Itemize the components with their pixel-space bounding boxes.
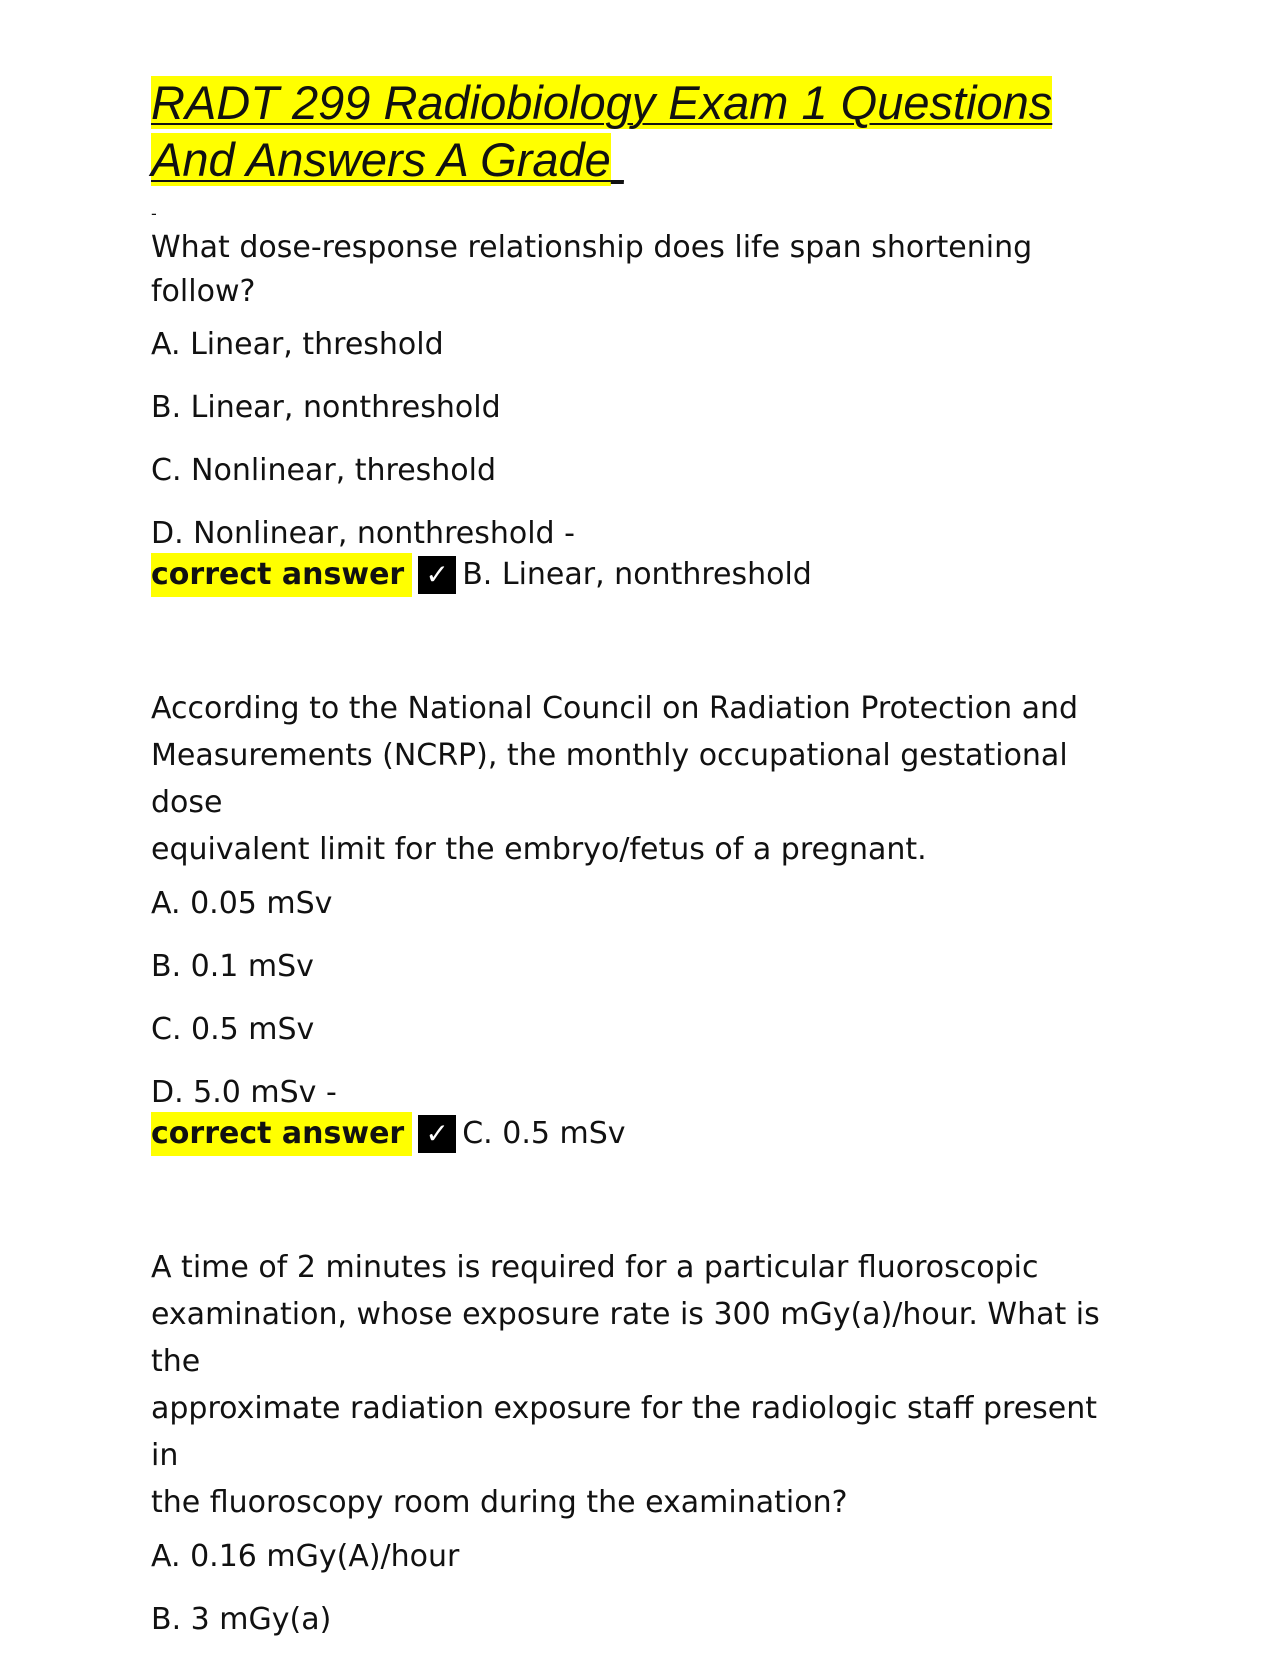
- answer-row: [151, 553, 1131, 597]
- title-line-1: RADT 299 Radiobiology Exam 1 Questions: [151, 76, 1053, 129]
- document-title: [151, 74, 1131, 188]
- correct-answer-label: correct answer: [151, 553, 412, 597]
- option-a: A. Linear, threshold: [151, 327, 444, 362]
- option-d: D. Nonlinear, nonthreshold -: [151, 516, 575, 551]
- option-d: D. 5.0 mSv -: [151, 1075, 337, 1110]
- option-b: B. Linear, nonthreshold: [151, 390, 501, 425]
- title-line-2: And Answers A Grade: [151, 133, 624, 186]
- option-b: B. 0.1 mSv: [151, 949, 314, 984]
- question-text-line-2: examination, whose exposure rate is 300 mGy(a)/hour. What is the: [151, 1297, 1100, 1379]
- option-c: C. 0.5 mSv: [151, 1012, 315, 1047]
- answer-text: C. 0.5 mSv: [462, 1116, 626, 1151]
- dash-marker: -: [151, 204, 157, 223]
- question-text-line-4: the fluoroscopy room during the examination?: [151, 1485, 848, 1520]
- question-2: [151, 685, 1131, 1156]
- question-text-line-1: According to the National Council on Radiation Protection and: [151, 691, 1079, 726]
- checkmark-icon: ✓: [418, 1115, 456, 1153]
- question-text: What dose-response relationship does life span shortening follow?: [151, 230, 1033, 309]
- question-text-line-3: equivalent limit for the embryo/fetus of a pregnant.: [151, 832, 927, 867]
- answer-text: B. Linear, nonthreshold: [462, 557, 812, 592]
- checkmark-icon: ✓: [418, 556, 456, 594]
- option-a: A. 0.16 mGy(A)/hour: [151, 1539, 460, 1574]
- correct-answer-label: correct answer: [151, 1112, 412, 1156]
- question-3: [151, 1244, 1131, 1639]
- option-a: A. 0.05 mSv: [151, 886, 333, 921]
- answer-row: [151, 1112, 1131, 1156]
- option-b: B. 3 mGy(a): [151, 1602, 332, 1637]
- question-text-line-2: Measurements (NCRP), the monthly occupational gestational dose: [151, 738, 1068, 820]
- question-text-line-3: approximate radiation exposure for the radiologic staff present in: [151, 1391, 1098, 1473]
- question-1: [151, 226, 1131, 597]
- option-c: C. Nonlinear, threshold: [151, 453, 497, 488]
- question-text-line-1: A time of 2 minutes is required for a particular fluoroscopic: [151, 1250, 1039, 1285]
- document-page: [151, 74, 1131, 1639]
